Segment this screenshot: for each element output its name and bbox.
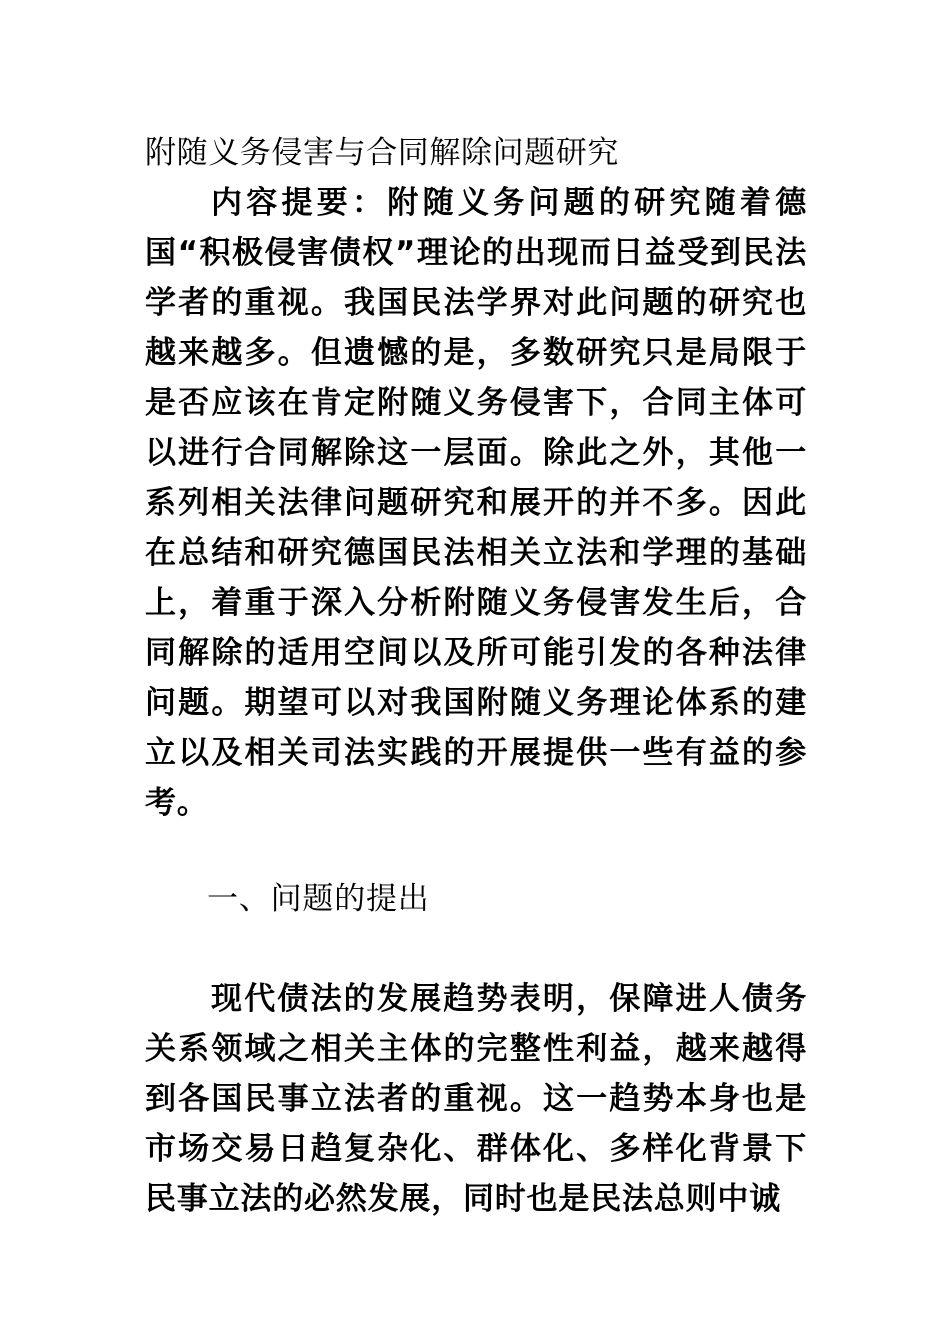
- section-heading: 一、问题的提出: [207, 881, 430, 917]
- document-title: 附随义务侵害与合同解除问题研究: [145, 135, 619, 171]
- body-paragraph: 现代债法的发展趋势表明，保障进人债务关系领域之相关主体的完整性利益，越来越得到各国民事立法者的重视。这一趋势本身也是市场交易日趋复杂化、群体化、多样化背景下民事立法的必然发展，同时也是民法总则中诚: [145, 981, 807, 1217]
- abstract-paragraph: 内容提要：附随义务问题的研究随着德国“积极侵害债权”理论的出现而日益受到民法学者的重视。我国民法学界对此问题的研究也越来越多。但遗憾的是，多数研究只是局限于是否应该在肯定附随义务侵害下，合同主体可以进行合同解除这一层面。除此之外，其他一系列相关法律问题研究和展开的并不多。因此在总结和研究德国民法相关立法和学理的基础上，着重于深入分析附随义务侵害发生后，合同解除的适用空间以及所可能引发的各种法律问题。期望可以对我国附随义务理论体系的建立以及相关司法实践的开展提供一些有益的参考。: [145, 185, 807, 821]
